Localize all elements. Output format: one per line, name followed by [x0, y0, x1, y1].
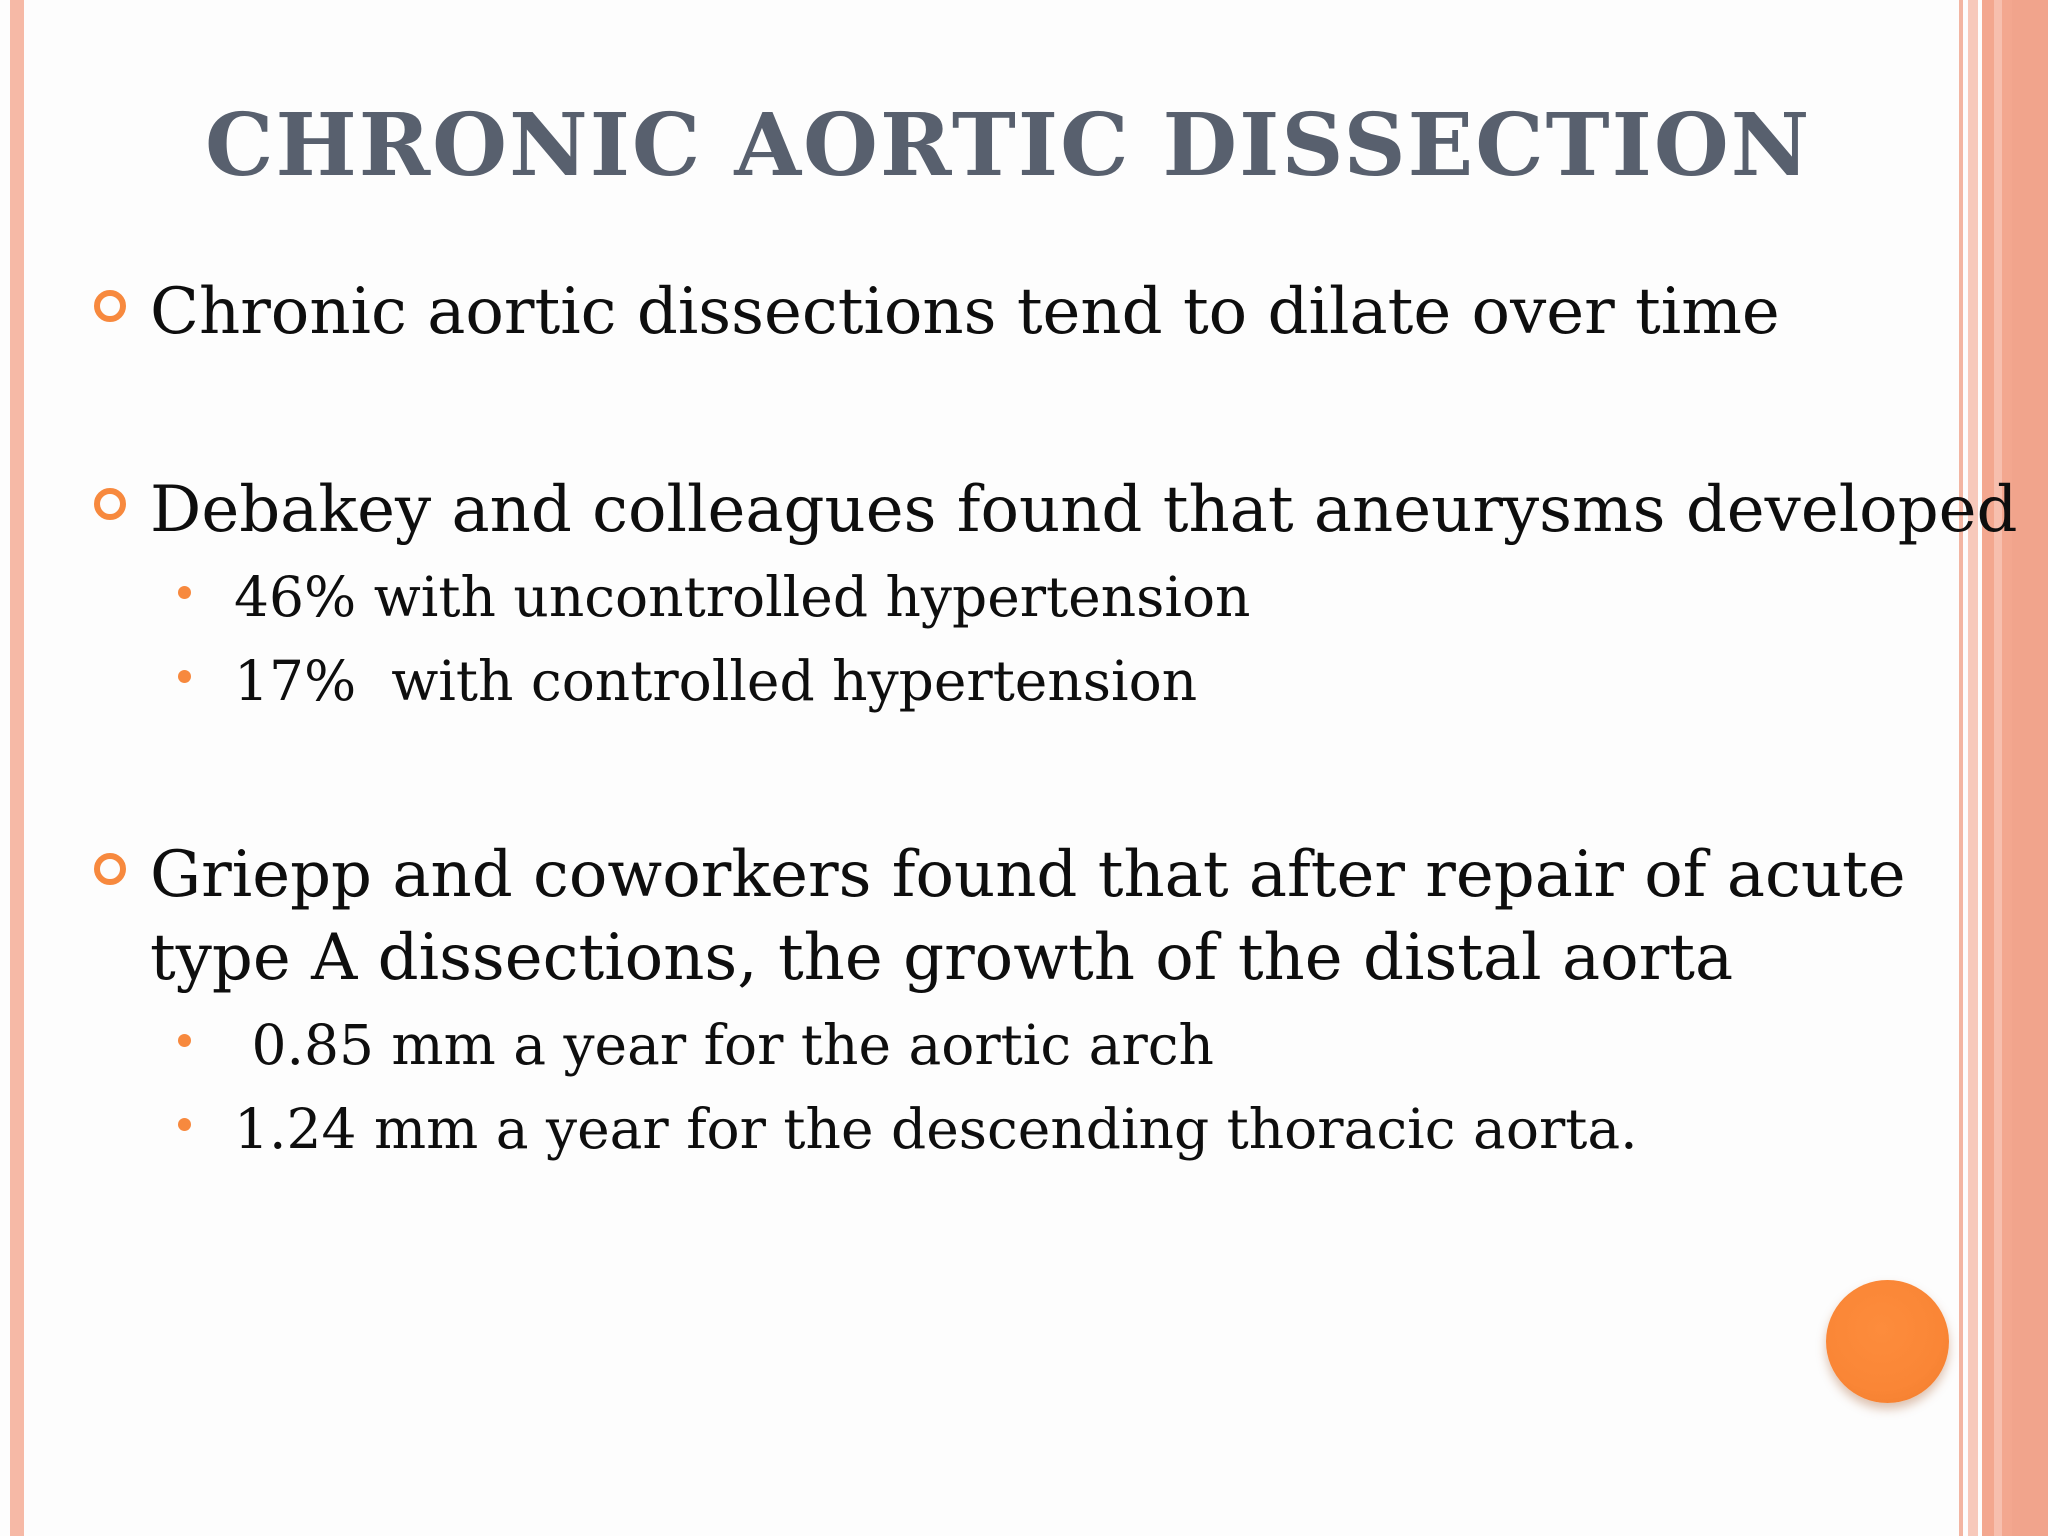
right-border-stripe-light	[1968, 0, 1978, 1536]
dot-bullet-icon	[178, 1034, 191, 1047]
ring-bullet-icon	[94, 488, 126, 520]
orange-circle-ornament	[1826, 1280, 1949, 1403]
bullet-3-sub-1: 0.85 mm a year for the aortic arch	[234, 1013, 1214, 1077]
right-border-stripe-edge	[2012, 0, 2048, 1536]
right-border-stripe-thin	[1959, 0, 1963, 1536]
dot-bullet-icon	[178, 586, 191, 599]
right-border-stripe-accent	[1994, 0, 2002, 1536]
bullet-2-text: Debakey and colleagues found that aneurysms developed	[150, 473, 2018, 547]
bullet-1-text: Chronic aortic dissections tend to dilate over time	[150, 275, 1780, 349]
bullet-3-text-line1: Griepp and coworkers found that after repair of acute	[150, 838, 1906, 912]
dot-bullet-icon	[178, 1118, 191, 1131]
slide-title: CHRONIC AORTIC DISSECTION	[205, 95, 1812, 196]
bullet-2-sub-2: 17% with controlled hypertension	[234, 649, 1198, 713]
dot-bullet-icon	[178, 670, 191, 683]
bullet-3-text-line2: type A dissections, the growth of the distal aorta	[150, 921, 1734, 995]
bullet-2-sub-1: 46% with uncontrolled hypertension	[234, 565, 1251, 629]
bullet-3-sub-2: 1.24 mm a year for the descending thoracic aorta.	[234, 1097, 1638, 1161]
left-border-stripe	[10, 0, 24, 1536]
ring-bullet-icon	[94, 853, 126, 885]
ring-bullet-icon	[94, 290, 126, 322]
